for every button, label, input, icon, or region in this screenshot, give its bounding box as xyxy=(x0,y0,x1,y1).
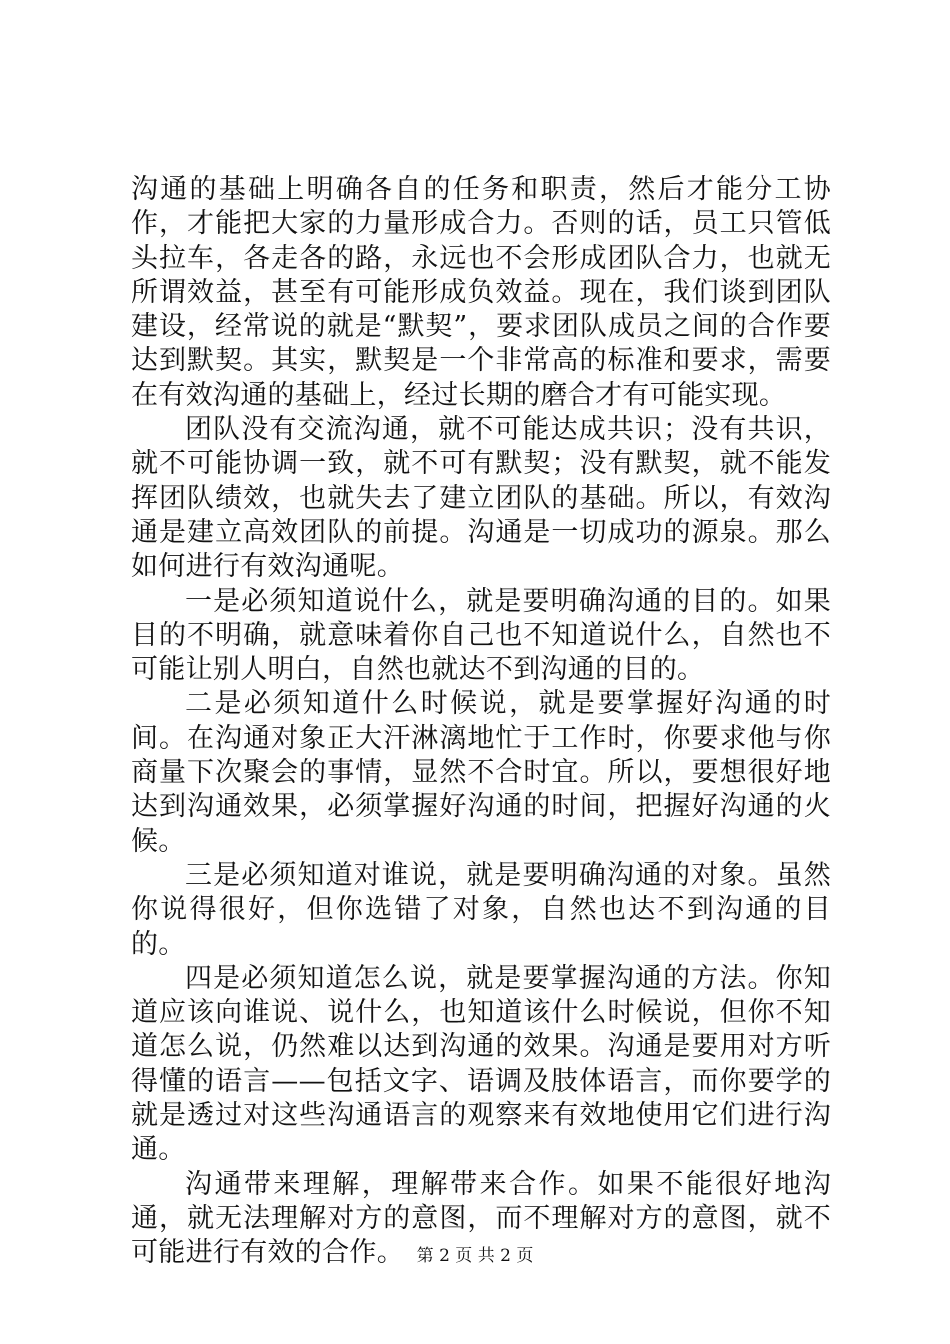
paragraph: 沟通的基础上明确各自的任务和职责，然后才能分工协作，才能把大家的力量形成合力。否则的话，员工只管低头拉车，各走各的路，永远也不会形成团队合力，也就无所谓效益，甚至有可能形成负效益。现在，我们谈到团队建设，经常说的就是“默契”，要求团队成员之间的合作要达到默契。其实，默契是一个非常高的标准和要求，需要在有效沟通的基础上，经过长期的磨合才有可能实现。 xyxy=(131,174,831,411)
paragraph: 四是必须知道怎么说，就是要掌握沟通的方法。你知道应该向谁说、说什么，也知道该什么时候说，但你不知道怎么说，仍然难以达到沟通的效果。沟通是要用对方听得懂的语言——包括文字、语调及肢体语言，而你要学的就是透过对这些沟通语言的观察来有效地使用它们进行沟通。 xyxy=(131,962,831,1166)
paragraph: 沟通带来理解，理解带来合作。如果不能很好地沟通，就无法理解对方的意图，而不理解对方的意图，就不可能进行有效的合作。 xyxy=(131,1168,831,1269)
page-footer: 第 2 页 共 2 页 xyxy=(416,1246,534,1266)
paragraph: 团队没有交流沟通，就不可能达成共识；没有共识，就不可能协调一致，就不可有默契；没有默契，就不能发挥团队绩效，也就失去了建立团队的基础。所以，有效沟通是建立高效团队的前提。沟通是一切成功的源泉。那么如何进行有效沟通呢。 xyxy=(131,414,831,583)
document-body xyxy=(131,173,831,1271)
paragraph: 一是必须知道说什么，就是要明确沟通的目的。如果目的不明确，就意味着你自己也不知道说什么，自然也不可能让别人明白，自然也就达不到沟通的目的。 xyxy=(131,585,831,686)
paragraph: 三是必须知道对谁说，就是要明确沟通的对象。虽然你说得很好，但你选错了对象，自然也达不到沟通的目的。 xyxy=(131,859,831,960)
paragraph: 二是必须知道什么时候说，就是要掌握好沟通的时间。在沟通对象正大汗淋漓地忙于工作时，你要求他与你商量下次聚会的事情，显然不合时宜。所以，要想很好地达到沟通效果，必须掌握好沟通的时间，把握好沟通的火候。 xyxy=(131,688,831,857)
